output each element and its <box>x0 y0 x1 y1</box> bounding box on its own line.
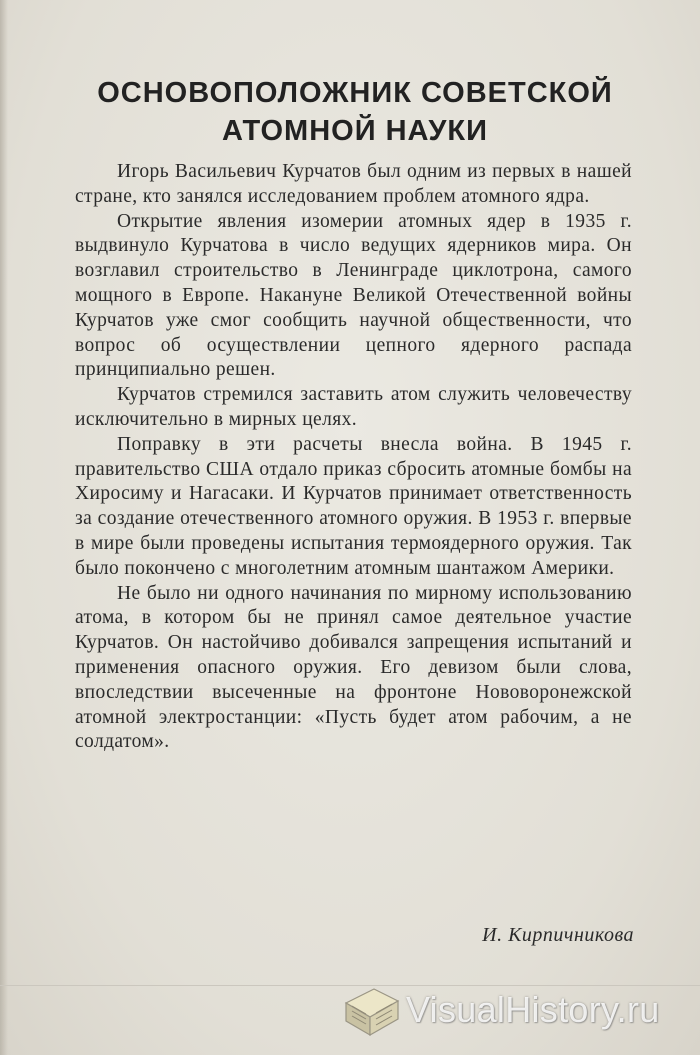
watermark-text: VisualHistory.ru <box>406 989 660 1030</box>
paragraph-5: Не было ни одного начинания по мирному использованию атома, в котором бы не принял самое деятельное участие Курчатов. Он настойчиво добивался запрещения испытаний и применения опасного оружия. Его девизом были слова, впоследствии высеченные на фронтоне Нововоронежской атомной электростанции: «Пусть будет атом рабочим, а не солдатом». <box>75 582 632 753</box>
article-title-line-1: ОСНОВОПОЛОЖНИК СОВЕТСКОЙ <box>97 77 613 109</box>
watermark <box>340 975 695 1047</box>
paragraph-3: Курчатов стремился заставить атом служить человечеству исключительно в мирных целях. <box>75 384 632 430</box>
paragraph-1: Игорь Васильевич Курчатов был одним из первых в нашей стране, кто занялся исследованием проблем атомного ядра. <box>75 161 632 207</box>
article-title <box>60 74 650 150</box>
author-signature: И. Кирпичникова <box>482 924 634 946</box>
page-edge-shadow <box>0 0 8 1055</box>
article-title-line-2: АТОМНОЙ НАУКИ <box>222 115 488 147</box>
vintage-camera-icon <box>340 981 402 1039</box>
paragraph-2: Открытие явления изомерии атомных ядер в 1935 г. выдвинуло Курчатова в число ведущих ядерников мира. Он возглавил строительство в Ленинграде циклотрона, самого мощного в Европе. Накануне Великой Отечественной войны Курчатов уже смог сообщить научной общественности, что вопрос об осуществлении цепного ядерного распада принципиально решен. <box>75 210 632 381</box>
article-body <box>75 160 632 755</box>
paragraph-4: Поправку в эти расчеты внесла война. В 1945 г. правительство США отдало приказ сбросить атомные бомбы на Хиросиму и Нагасаки. И Курчатов принимает ответственность за создание отечественного атомного оружия. В 1953 г. впервые в мире были проведены испытания термоядерного оружия. Так было покончено с многолетним атомным шантажом Америки. <box>75 433 632 579</box>
